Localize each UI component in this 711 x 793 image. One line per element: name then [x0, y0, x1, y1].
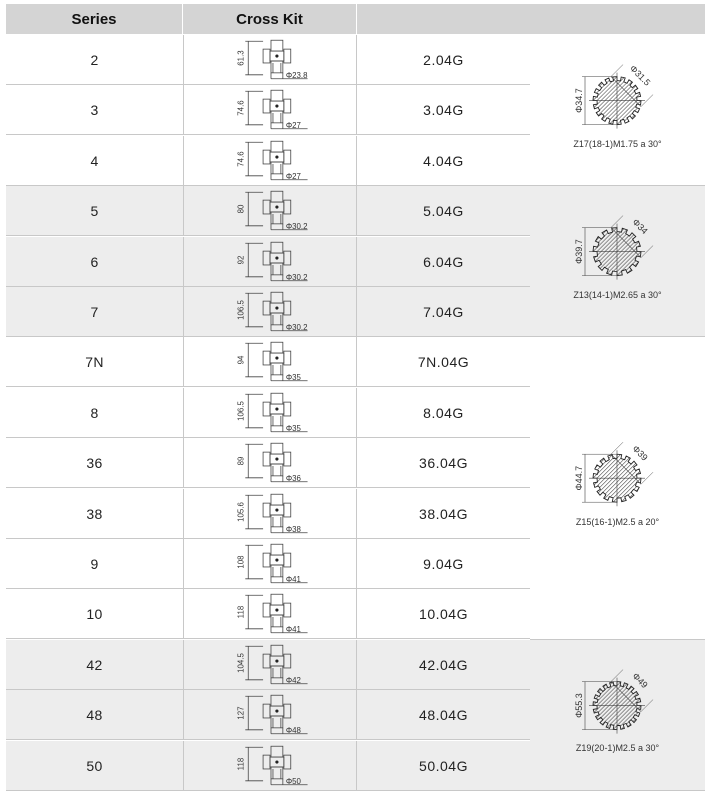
- cross-kit-drawing: [183, 438, 357, 488]
- outer-diameter-label: Φ44.7: [574, 466, 585, 491]
- table-row: [6, 35, 530, 85]
- diameter-dimension: Φ27: [285, 121, 301, 131]
- part-code: 5.04G: [423, 203, 464, 220]
- diameter-dimension: Φ30.2: [285, 221, 308, 231]
- series-value: 38: [86, 505, 103, 522]
- height-dimension: 104.5: [236, 652, 246, 673]
- spline-group: [530, 35, 705, 186]
- inner-diameter-label: Φ39: [630, 443, 650, 464]
- header-cross-kit: Cross Kit: [183, 4, 357, 34]
- cross-kit-drawing: [183, 337, 357, 387]
- series-value: 36: [86, 455, 103, 472]
- cross-kit-drawing: [183, 690, 357, 740]
- table-row: [6, 539, 530, 589]
- table-row: [6, 741, 530, 791]
- cross-kit-icon: [184, 640, 356, 690]
- cross-kit-icon: [184, 136, 356, 186]
- cross-kit-drawing: [183, 388, 357, 438]
- height-dimension: 105.6: [236, 501, 246, 522]
- cross-kit-drawing: [183, 489, 357, 539]
- cross-kit-icon: [184, 489, 356, 539]
- part-code: 2.04G: [423, 52, 464, 68]
- series-value: 8: [90, 404, 99, 421]
- series-value: 4: [90, 152, 99, 169]
- cross-kit-drawing: [183, 589, 357, 639]
- outer-diameter-label: Φ39.7: [574, 239, 585, 265]
- part-code: 38.04G: [419, 505, 468, 522]
- cross-kit-icon: [184, 35, 356, 85]
- part-code: 7.04G: [423, 304, 464, 320]
- height-dimension: 106.5: [236, 300, 246, 320]
- cross-kit-drawing: [183, 85, 357, 135]
- height-dimension: 127: [236, 706, 246, 720]
- diameter-dimension: Φ35: [285, 373, 301, 383]
- part-code: 36.04G: [419, 455, 468, 472]
- header-blank: [357, 4, 705, 34]
- cross-kit-icon: [184, 438, 356, 488]
- part-code: 6.04G: [423, 253, 464, 270]
- diameter-dimension: Φ27: [285, 171, 301, 181]
- cross-kit-icon: [184, 287, 356, 337]
- series-value: 5: [90, 203, 99, 220]
- spline-group: [530, 337, 705, 639]
- cross-kit-icon: [184, 85, 356, 135]
- table-row: [6, 489, 530, 539]
- table-row: [6, 640, 530, 690]
- diameter-dimension: Φ48: [285, 725, 301, 735]
- part-code: 9.04G: [423, 556, 464, 572]
- series-value: 48: [86, 707, 103, 724]
- height-dimension: 118: [236, 606, 246, 619]
- cross-kit-icon: [184, 539, 356, 589]
- cross-kit-icon: [184, 388, 356, 438]
- spline-spec-label: Z19(20-1)M2.5 a 30°: [575, 743, 660, 754]
- outer-diameter-label: Φ34.7: [574, 88, 585, 113]
- inner-diameter-label: Φ34: [630, 217, 650, 237]
- diameter-dimension: Φ41: [285, 574, 301, 584]
- diameter-dimension: Φ50: [285, 776, 301, 786]
- height-dimension: 74.6: [236, 151, 246, 167]
- spline-profile-icon: [530, 35, 705, 186]
- inner-diameter-label: Φ49: [630, 670, 650, 690]
- diameter-dimension: Φ23.8: [285, 70, 308, 80]
- series-value: 3: [90, 102, 99, 119]
- spline-group: [530, 186, 705, 337]
- cross-kit-icon: [184, 337, 356, 387]
- part-code: 3.04G: [423, 102, 464, 119]
- height-dimension: 92: [236, 255, 246, 265]
- cross-kit-drawing: [183, 136, 357, 186]
- table-row: [6, 589, 530, 639]
- cross-kit-icon: [184, 690, 356, 740]
- diameter-dimension: Φ36: [285, 473, 301, 483]
- height-dimension: 108: [236, 555, 246, 569]
- cross-kit-icon: [184, 237, 356, 287]
- diameter-dimension: Φ42: [285, 675, 301, 685]
- diameter-dimension: Φ38: [285, 524, 301, 534]
- part-code: 4.04G: [423, 152, 464, 169]
- cross-kit-drawing: [183, 539, 357, 589]
- series-value: 7: [90, 304, 99, 320]
- cross-kit-drawing: [183, 640, 357, 690]
- cross-kit-icon: [184, 741, 356, 791]
- part-code: 10.04G: [419, 606, 468, 623]
- height-dimension: 80: [236, 204, 246, 214]
- height-dimension: 94: [236, 356, 246, 365]
- cross-kit-drawing: [183, 741, 357, 791]
- diameter-dimension: Φ35: [285, 423, 301, 433]
- table-row: [6, 85, 530, 135]
- part-code: 42.04G: [419, 656, 468, 673]
- series-value: 6: [90, 253, 99, 270]
- outer-diameter-label: Φ55.3: [574, 693, 585, 718]
- diameter-dimension: Φ30.2: [285, 322, 308, 332]
- height-dimension: 89: [236, 456, 246, 466]
- series-value: 42: [86, 656, 103, 673]
- cross-kit-drawing: [183, 237, 357, 287]
- part-code: 7N.04G: [417, 354, 470, 371]
- part-code: 48.04G: [419, 707, 468, 724]
- cross-kit-drawing: [183, 186, 357, 236]
- series-value: 9: [90, 556, 99, 572]
- table-row: [6, 186, 530, 236]
- spline-profile-icon: [530, 337, 705, 639]
- height-dimension: 106.5: [236, 400, 246, 421]
- cross-kit-icon: [184, 186, 356, 236]
- header-series: Series: [6, 4, 183, 34]
- diameter-dimension: Φ30.2: [285, 272, 308, 282]
- diameter-dimension: Φ41: [285, 625, 301, 635]
- table-row: [6, 287, 530, 337]
- table-row: [6, 690, 530, 740]
- table-row: [6, 438, 530, 488]
- table-row: [6, 337, 530, 387]
- table-row: [6, 388, 530, 438]
- series-value: 10: [86, 606, 103, 623]
- cross-kit-drawing: [183, 287, 357, 337]
- cross-kit-icon: [184, 589, 356, 639]
- spline-spec-label: Z13(14-1)M2.65 a 30°: [573, 289, 662, 300]
- spline-profile-icon: [530, 640, 705, 791]
- cross-kit-drawing: [183, 35, 357, 85]
- table-row: [6, 237, 530, 287]
- spline-group: [530, 640, 705, 791]
- series-value: 50: [86, 757, 103, 774]
- inner-diameter-label: Φ31.5: [627, 63, 653, 88]
- series-value: 2: [90, 52, 99, 68]
- part-code: 50.04G: [419, 757, 468, 774]
- part-code: 8.04G: [423, 404, 464, 421]
- spline-spec-label: Z17(18-1)M1.75 a 30°: [573, 138, 662, 149]
- table-row: [6, 136, 530, 186]
- spline-profile-icon: [530, 186, 705, 337]
- series-value: 7N: [85, 354, 104, 371]
- height-dimension: 61.3: [236, 50, 246, 66]
- height-dimension: 118: [236, 757, 246, 770]
- spline-spec-label: Z15(16-1)M2.5 a 20°: [575, 516, 660, 527]
- height-dimension: 74.6: [236, 100, 246, 117]
